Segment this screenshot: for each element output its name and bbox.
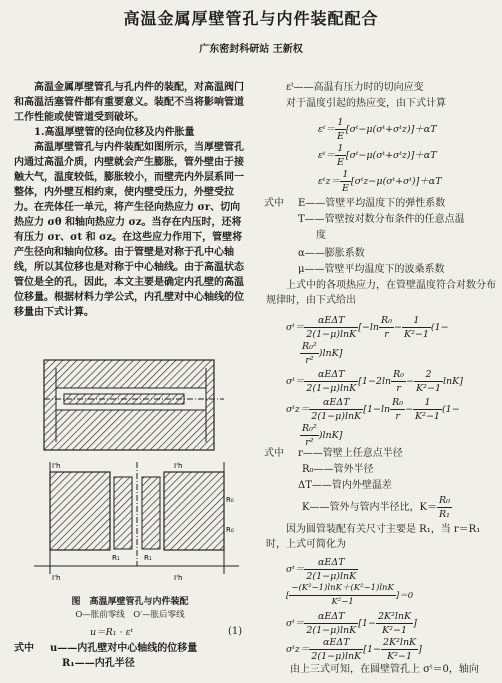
figure-caption: 图 高温厚壁管孔与内件装配 — [71, 597, 189, 607]
where-alpha: α——膨胀系数 — [298, 248, 365, 259]
authors: 广东密封科研站 王新权 — [199, 44, 303, 55]
label-rc: R₁ — [144, 554, 152, 562]
label-t1: I'h — [52, 462, 61, 470]
left-column — [14, 80, 246, 320]
label-t3: I'h — [52, 574, 61, 582]
strain-eq-1: εᵗ＝ $\frac{1}{E}$ [σᵗ−μ(σᵗ+σᵗz)]＋αT — [318, 117, 437, 142]
last-line: 由上三式可知，在圆壁管孔上 σᵗ＝0，轴向 — [290, 664, 479, 675]
page-title: 高温金属厚壁管孔与内件装配配合 — [123, 9, 379, 28]
where-K: K——管外与管内半径比，K＝ $\frac{\text{R₀}}{\text{R₁}}$ — [302, 495, 450, 520]
stress-eq-r-cont: $\frac{\text{R₀²}}{\text{r²}}$ )lnK] — [302, 341, 343, 366]
label-t4: I'h — [174, 574, 183, 582]
stress-eq-r: σᵗ＝ $\frac{\text{αEΔT}}{2(1-\mu)\ln K}$ [−ln $\frac{\text{R₀}}{r}$ − $\frac{1}{\text{K²−1}}$ (1− — [286, 315, 449, 340]
figure-subcaption: O—胀前零线 O′—胀后零线 — [75, 610, 185, 620]
where-T: T——管壁按对数分布条件的任意点温 — [298, 214, 465, 225]
section-heading: 1.高温厚壁管的径向位移及内件胀量 — [34, 127, 195, 138]
where-r1: R₁——内孔半径 — [62, 658, 135, 669]
body-paragraph: 高温厚壁管孔与内件装配如图所示，当厚壁管孔内通过高温介质，内壁就会产生膨胀，管外壁由于接触大气，温度较低，膨胀较小，而壁壳内外层系同一整体，内外壁互相约束，使内壁受压力，外壁受拉力。在壳体任一单元，将产生径向热应力 σr、切向热应力 σθ 和轴向热应力 σz。当存在内压时，还将有压力 σr、σt 和 σz。在这些应力作用下，管壁将产生径向和轴向位移。由于管壁是对称于孔中心轴线，所以其位移也是对称于中心轴线。由于高温状态管位是全的孔，因此，本文主要是确定内孔壁的高温位移量。根据材料力学公式，内孔壁对中心轴线的位移量由下式计算。 — [14, 142, 244, 318]
where-dT: ΔT——管内外壁温差 — [298, 480, 392, 491]
intro-paragraph: 高温金属厚壁管孔与孔内件的装配，对高温阀门和高温活塞管件都有重要意义。装配不当将影响管道工作性能或使管道受到破坏。 — [14, 82, 244, 123]
where-T-cont: 度 — [316, 230, 326, 241]
where-u: u——内孔壁对中心轴线的位移量 — [50, 643, 198, 654]
where-label-left: 式中 — [14, 643, 34, 654]
simplify-intro: 因为圆管装配有关尺寸主要是 R₁，当 r＝R₁时，上式可简化为 — [266, 524, 481, 550]
label-rb: R₀ — [226, 496, 234, 504]
final-eq-r: σᵗ＝ $\frac{\text{αEΔT}}{2(1-\mu)\ln K}$ — [286, 557, 357, 582]
stress-eq-z-cont: $\frac{\text{R₀²}}{\text{r²}}$ )lnK] — [302, 423, 343, 448]
final-eq-r-cont: [ $\frac{\text{−(K²−1)lnK＋(K²−1)lnK}}{\text{K²−1}}$ ]＝0 — [286, 583, 414, 607]
where2-label: 式中 — [264, 448, 284, 459]
equation-1-number: (1) — [228, 626, 243, 637]
equation-1: u＝R₁ · εᵗ — [90, 627, 134, 638]
strain-eq-2: εᵗ＝ $\frac{1}{E}$ [σᵗ−μ(σᵗ+σᵗz)]＋αT — [318, 143, 437, 168]
stress-eq-z: σᵗz＝ $\frac{\text{αEΔT}}{2(1-\mu)\ln K}$ [1−ln $\frac{\text{R₀}}{r}$ − $\frac{1}{\text{K²−1}}$ (1− — [286, 397, 460, 422]
strain-eq-3: εᵗz＝ $\frac{1}{E}$ [σᵗz−μ(σᵗ+σᵗ)]＋αT — [318, 169, 442, 194]
r-line1: εᵗ——高温有压力时的切向应变 — [286, 82, 424, 93]
where-E: E——管壁平均温度下的弹性系数 — [298, 198, 446, 209]
stress-intro: 上式中的各项热应力，在管壁温度符合对数分布规律时，由下式给出 — [266, 280, 496, 306]
r-line2: 对于温度引起的热应变，由下式计算 — [286, 98, 446, 109]
where-r: r——管壁上任意点半径 — [298, 448, 403, 459]
label-t2: I'h — [174, 462, 183, 470]
where-R0: R₀——管外半径 — [302, 464, 374, 475]
stress-eq-t: σᵗ＝ $\frac{\text{αEΔT}}{2(1-\mu)\ln K}$ [1−2ln $\frac{\text{R₀}}{r}$ − $\frac{2}{\text{K²−1}}$ lnK] — [286, 369, 463, 394]
label-ra: R₁ — [112, 554, 120, 562]
label-rd: R₀ — [226, 526, 234, 534]
assembly-figure — [14, 352, 246, 588]
final-eq-z: σᵗz＝ $\frac{\text{αEΔT}}{2(1-\mu)\ln K}$ [1− $\frac{\text{2K²lnK}}{\text{K²−1}}$ ] — [286, 637, 422, 662]
where-mu: μ——管壁平均温度下的波桑系数 — [298, 264, 445, 275]
final-eq-t: σᵗ＝ $\frac{\text{αEΔT}}{2(1-\mu)\ln K}$ [1− $\frac{\text{2K²lnK}}{\text{K²−1}}$ ] — [286, 611, 417, 636]
where-label-right: 式中 — [264, 198, 284, 209]
